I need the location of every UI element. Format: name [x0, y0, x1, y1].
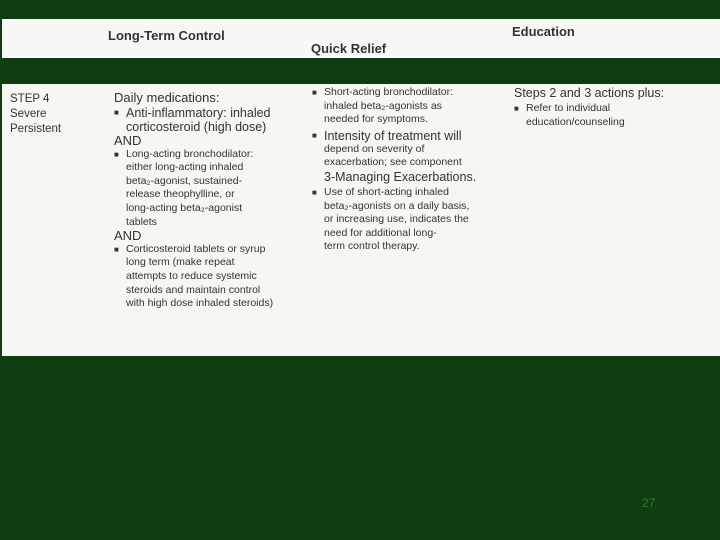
step-column	[10, 92, 61, 137]
list-item	[312, 186, 507, 254]
and-connector: AND	[114, 133, 142, 148]
list-item-line: steroids and maintain control	[126, 283, 261, 296]
daily-medications-heading: Daily medications:	[114, 90, 220, 105]
step-persistence: Persistent	[10, 123, 62, 135]
list-item-line: long-acting beta₂-agonist	[126, 201, 243, 214]
list-item	[114, 106, 304, 134]
list-item-line: ■ Long-acting bronchodilator:	[126, 147, 254, 160]
step-label: STEP 4	[10, 93, 50, 105]
list-item-line: ■ Intensity of treatment will	[324, 128, 462, 143]
step-severity: Severe	[10, 108, 47, 120]
list-item-line: needed for symptoms.	[324, 113, 428, 126]
header-long-term-control: Long-Term Control	[108, 28, 225, 43]
list-item	[312, 129, 507, 184]
education-column	[514, 86, 714, 129]
list-item-line: inhaled beta₂-agonists as	[324, 99, 442, 112]
list-item	[114, 243, 304, 311]
list-item-line: 3-Managing Exacerbations.	[324, 169, 477, 184]
list-item-line: with high dose inhaled steroids)	[126, 297, 274, 310]
list-item-line: ■ Refer to individual	[526, 102, 611, 114]
and-connector: AND	[114, 228, 142, 244]
list-item-line: term control therapy.	[324, 240, 420, 253]
list-item-line: ■ Use of short-acting inhaled	[324, 185, 449, 198]
header-quick-relief: Quick Relief	[311, 41, 387, 56]
list-item-line: release theophylline, or	[126, 188, 235, 201]
list-item-line: ■ Anti-inflammatory: inhaled	[126, 106, 271, 120]
quick-relief-column	[312, 86, 507, 254]
page-number: 27	[642, 496, 656, 510]
list-item	[114, 148, 304, 230]
list-item	[312, 86, 507, 127]
list-item-line: education/counseling	[526, 115, 625, 128]
list-item-line: tablets	[126, 215, 157, 228]
list-item-line: beta₂-agonist, sustained-	[126, 174, 243, 187]
education-heading: Steps 2 and 3 actions plus:	[514, 86, 665, 100]
list-item-line: corticosteroid (high dose)	[126, 120, 267, 134]
header-education: Education	[512, 24, 575, 39]
dark-band	[0, 58, 720, 84]
list-item-line: need for additional long-	[324, 226, 437, 239]
list-item-line: attempts to reduce systemic	[126, 269, 257, 282]
list-item-line: depend on severity of	[324, 142, 425, 155]
scanned-header-strip	[2, 19, 720, 58]
list-item-line: long term (make repeat	[126, 256, 235, 269]
long-term-control-column	[114, 90, 304, 311]
list-item-line: ■ Short-acting bronchodilator:	[324, 86, 453, 98]
list-item-line: beta₂-agonists on a daily basis,	[324, 199, 470, 212]
list-item-line: or increasing use, indicates the	[324, 213, 469, 226]
list-item-line: exacerbation; see component	[324, 156, 462, 169]
list-item-line: ■ Corticosteroid tablets or syrup	[126, 242, 266, 255]
list-item-line: either long-acting inhaled	[126, 161, 244, 174]
scanned-table-body	[2, 84, 720, 356]
list-item	[514, 102, 714, 129]
